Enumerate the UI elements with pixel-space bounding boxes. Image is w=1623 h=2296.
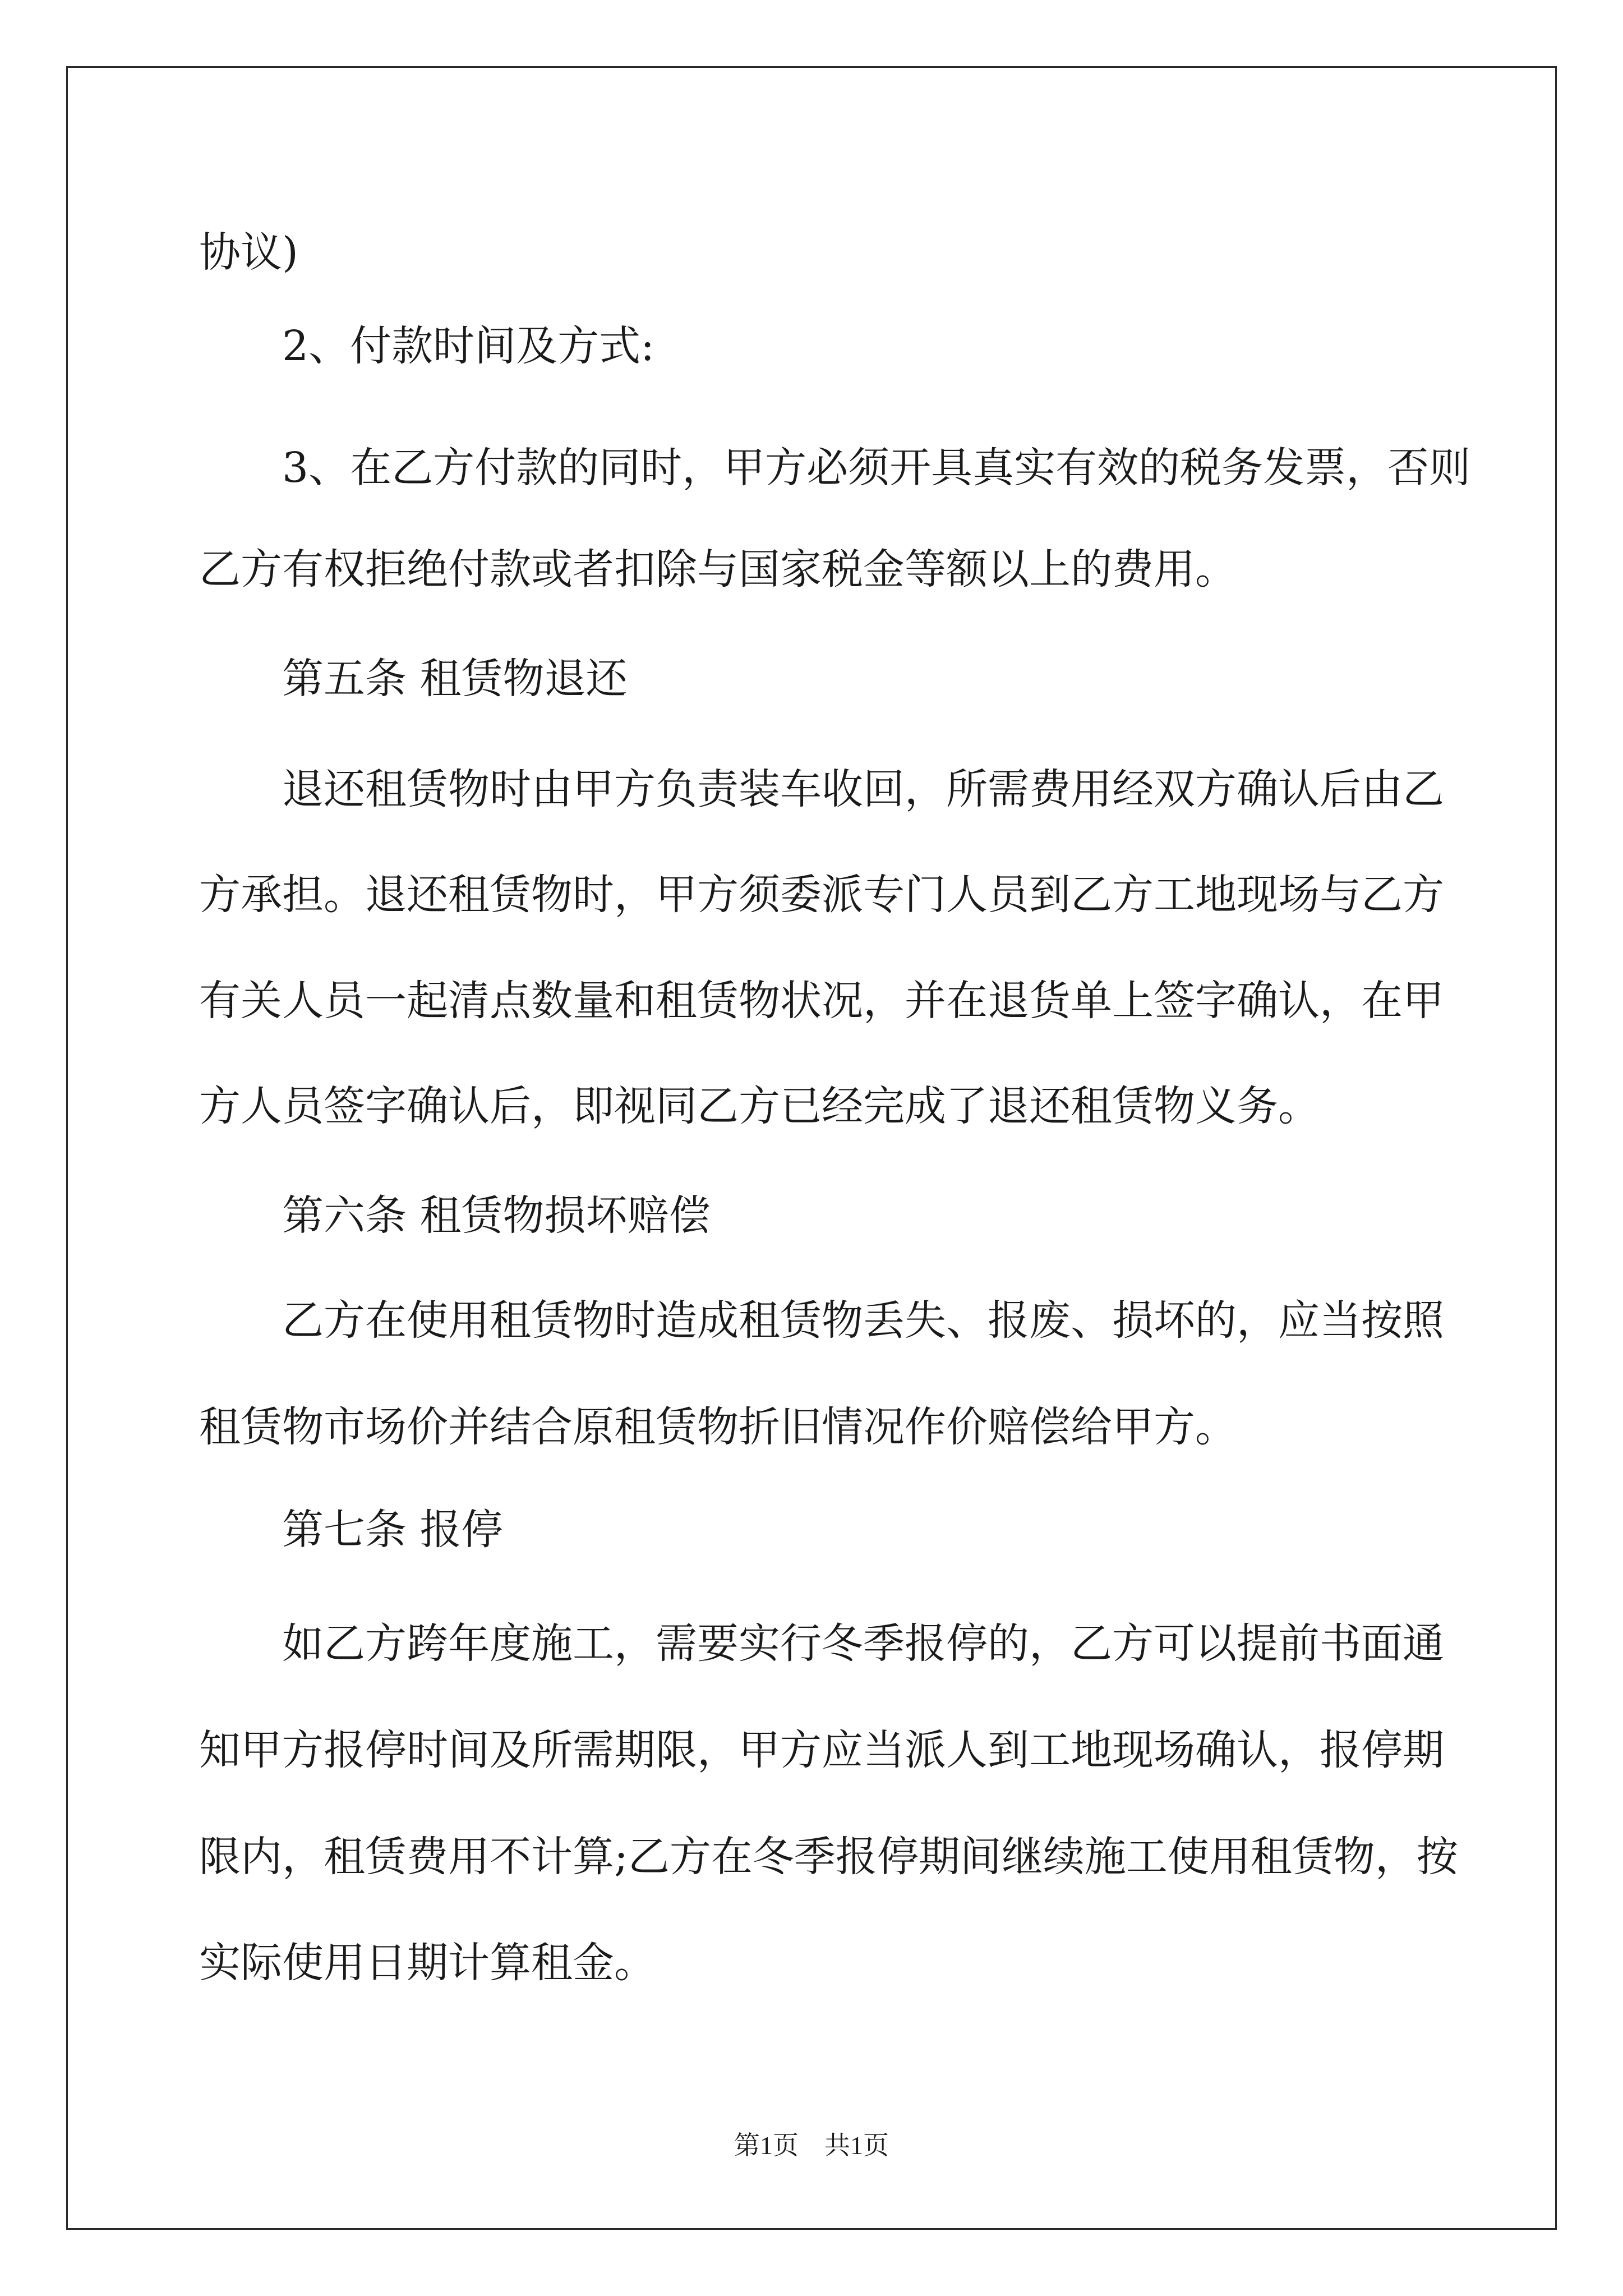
text-line: 知甲方报停时间及所需期限，甲方应当派人到工地现场确认，报停期	[199, 1726, 1444, 1774]
text-line: 限内，租赁费用不计算;乙方在冬季报停期间继续施工使用租赁物，按	[199, 1833, 1458, 1881]
page-number: 第1页	[734, 2131, 799, 2160]
section-heading: 第六条 租赁物损坏赔偿	[282, 1191, 711, 1240]
text-line: 2、付款时间及方式:	[282, 322, 655, 370]
text-line: 乙方在使用租赁物时造成租赁物丢失、报废、损坏的，应当按照	[282, 1296, 1444, 1345]
text-line: 方人员签字确认后，即视同乙方已经完成了退还租赁物义务。	[199, 1082, 1320, 1130]
text-line: 如乙方跨年度施工，需要实行冬季报停的，乙方可以提前书面通	[282, 1619, 1444, 1668]
text-line: 3、在乙方付款的同时，甲方必须开具真实有效的税务发票，否则	[282, 444, 1471, 492]
text-line: 方承担。退还租赁物时，甲方须委派专门人员到乙方工地现场与乙方	[199, 871, 1444, 919]
text-line: 退还租赁物时由甲方负责装车收回，所需费用经双方确认后由乙	[282, 765, 1444, 813]
page-total: 共1页	[824, 2131, 889, 2160]
page-footer	[0, 2133, 1623, 2159]
text-line: 租赁物市场价并结合原租赁物折旧情况作价赔偿给甲方。	[199, 1403, 1237, 1451]
page-border	[66, 66, 1557, 2230]
section-heading: 第五条 租赁物退还	[282, 655, 628, 703]
text-line: 协议)	[199, 228, 298, 277]
section-heading: 第七条 报停	[282, 1506, 503, 1554]
text-line: 实际使用日期计算租金。	[199, 1939, 656, 1987]
text-line: 有关人员一起清点数量和租赁物状况，并在退货单上签字确认，在甲	[199, 977, 1444, 1025]
text-line: 乙方有权拒绝付款或者扣除与国家税金等额以上的费用。	[199, 545, 1237, 593]
